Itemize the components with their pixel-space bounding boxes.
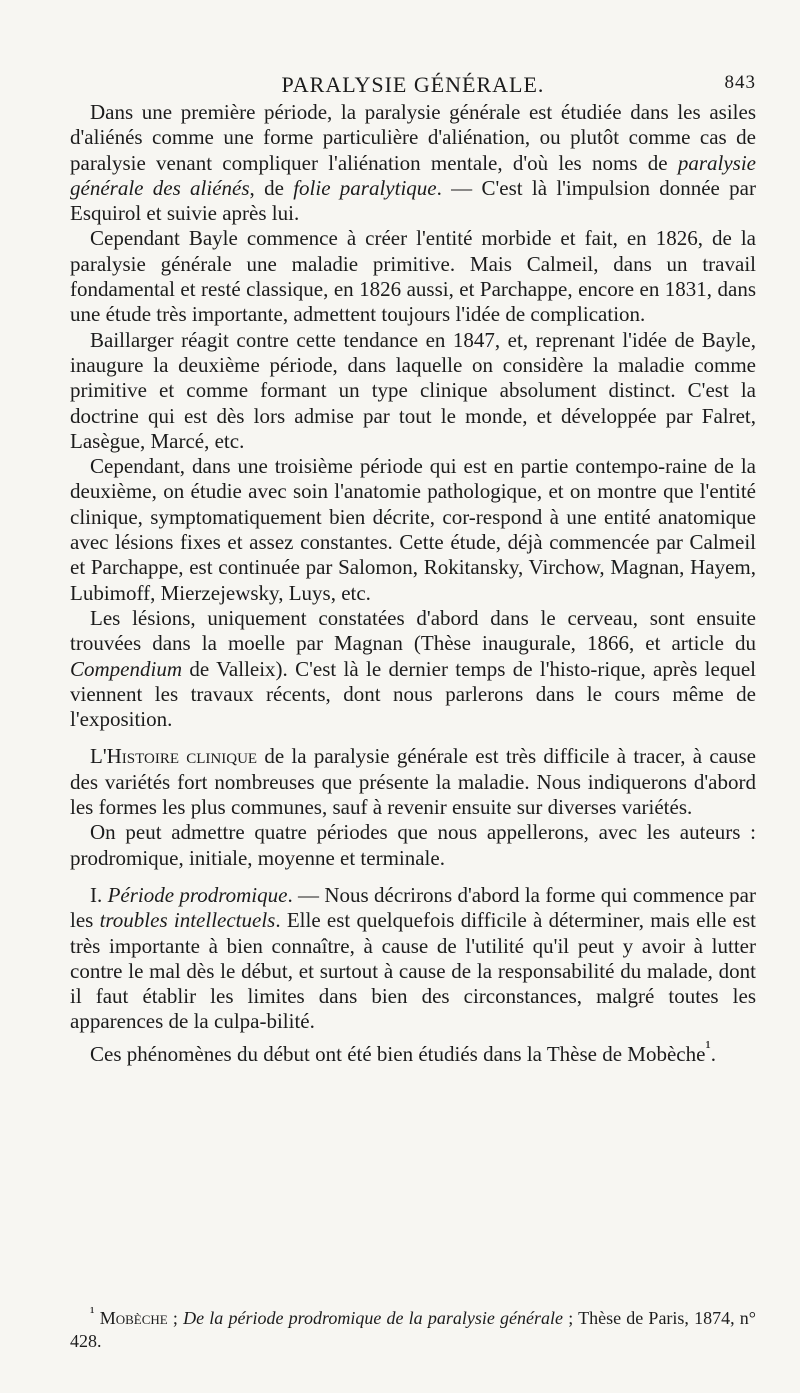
paragraph-6 (70, 744, 756, 820)
paragraph-5 (70, 606, 756, 732)
p6-text-c: de la paralysie générale est très difficile à tracer, à cause des variétés fort nombreuses que présente la maladie. Nous indiquerons d'abord les formes les plus communes, sauf à revenir ensuite sur diverses variétés. (70, 744, 756, 820)
p1-text-c: , de (249, 175, 294, 200)
paragraph-4: Cependant, dans une troisième période qui est en partie contempo-raine de la deuxième, on étudie avec soin l'anatomie pathologique, et on montre que l'entité clinique, symptomatiquement bien décrite, cor-respond à une entité anatomique avec lésions fixes et assez constantes. Cette étude, déjà commencée par Calmeil et Parchappe, est continuée par Salomon, Rokitansky, Virchow, Magnan, Hayem, Lubimoff, Mierzejewsky, Luys, etc. (70, 454, 756, 605)
p9-text-c: . (710, 1041, 716, 1066)
running-header (70, 72, 756, 102)
p6-text-a: L' (90, 744, 107, 769)
paragraph-7: On peut admettre quatre périodes que nous appellerons, avec les auteurs : prodromique, initiale, moyenne et terminale. (70, 820, 756, 870)
p8-text-e: . Elle est quelquefois difficile à déterminer, mais elle est très importante à bien connaître, à cause de l'utilité qu'il peut y avoir à lutter contre le mal dès le début, et surtout à cause de la responsabilité du malade, dont il faut établir les limites dans bien des circonstances, malgré toutes les apparences de la culpa-bilité. (70, 908, 756, 1034)
paragraph-3: Baillarger réagit contre cette tendance en 1847, et, reprenant l'idée de Bayle, inaugure la deuxième période, dans laquelle on considère la maladie comme primitive et comme formant un type clinique absolument distinct. C'est la doctrine qui est dès lors admise par tout le monde, et développée par Falret, Lasègue, Marcé, etc. (70, 327, 756, 453)
p8-troubles-intellectuels: troubles intellectuels (99, 908, 276, 933)
p6-histoire-clinique: Histoire clinique (106, 744, 258, 769)
footnote-text (70, 1302, 756, 1353)
p1-text-a: Dans une première période, la paralysie générale est étudiée dans les asiles d'aliénés comme une forme particulière d'aliénation, ou plutôt comme cas de paralysie venant compliquer l'aliénation mentale, d'où les noms de (70, 100, 756, 175)
paragraph-1 (70, 100, 756, 226)
paragraph-8 (70, 883, 756, 1035)
paragraph-9 (70, 1035, 756, 1067)
page-number: 843 (724, 72, 756, 93)
p8-periode-prodromique: Période prodromique (107, 882, 288, 907)
footnote-ref[interactable]: ¹ (705, 1036, 711, 1057)
main-text (70, 100, 756, 1067)
paragraph-2: Cependant Bayle commence à créer l'entité morbide et fait, en 1826, de la paralysie générale une maladie primitive. Mais Calmeil, dans un travail fondamental et resté classique, en 1826 aussi, et Parchappe, encore en 1831, dans une étude très importante, admettent toujours l'idée de complication. (70, 226, 756, 327)
p8-text-c: . — Nous décrirons d'abord la forme qui commence par les (70, 882, 756, 933)
p1-text-e: . — C'est là l'impulsion donnée par Esquirol et suivie après lui. (70, 175, 756, 226)
footnote-sep: ; (167, 1308, 184, 1328)
p9-text-a: Ces phénomènes du début ont été bien étudiés dans la Thèse de Mobèche (90, 1041, 706, 1066)
footnote-title: De la période prodromique de la paralysie générale (183, 1308, 564, 1328)
footnote-rest: ; Thèse de Paris, 1874, n° 428. (70, 1308, 757, 1351)
p1-term-1: paralysie générale des aliénés (70, 150, 756, 200)
footnote-author: Mobèche (99, 1308, 168, 1328)
p1-term-2: folie paralytique (293, 175, 437, 200)
footnote (70, 1302, 756, 1353)
running-title: PARALYSIE GÉNÉRALE. (281, 72, 545, 97)
p5-text-c: de Valleix). C'est là le dernier temps de l'histo-rique, après lequel viennent les travaux récents, dont nous parlerons dans le cours même de l'exposition. (70, 656, 756, 732)
p5-text-a: Les lésions, uniquement constatées d'abord dans le cerveau, sont ensuite trouvées dans la moelle par Magnan (Thèse inaugurale, 1866, et article du (70, 605, 756, 656)
p5-compendium: Compendium (70, 656, 182, 681)
footnote-marker: ¹ (90, 1305, 95, 1321)
p8-text-a: I. (90, 882, 108, 907)
